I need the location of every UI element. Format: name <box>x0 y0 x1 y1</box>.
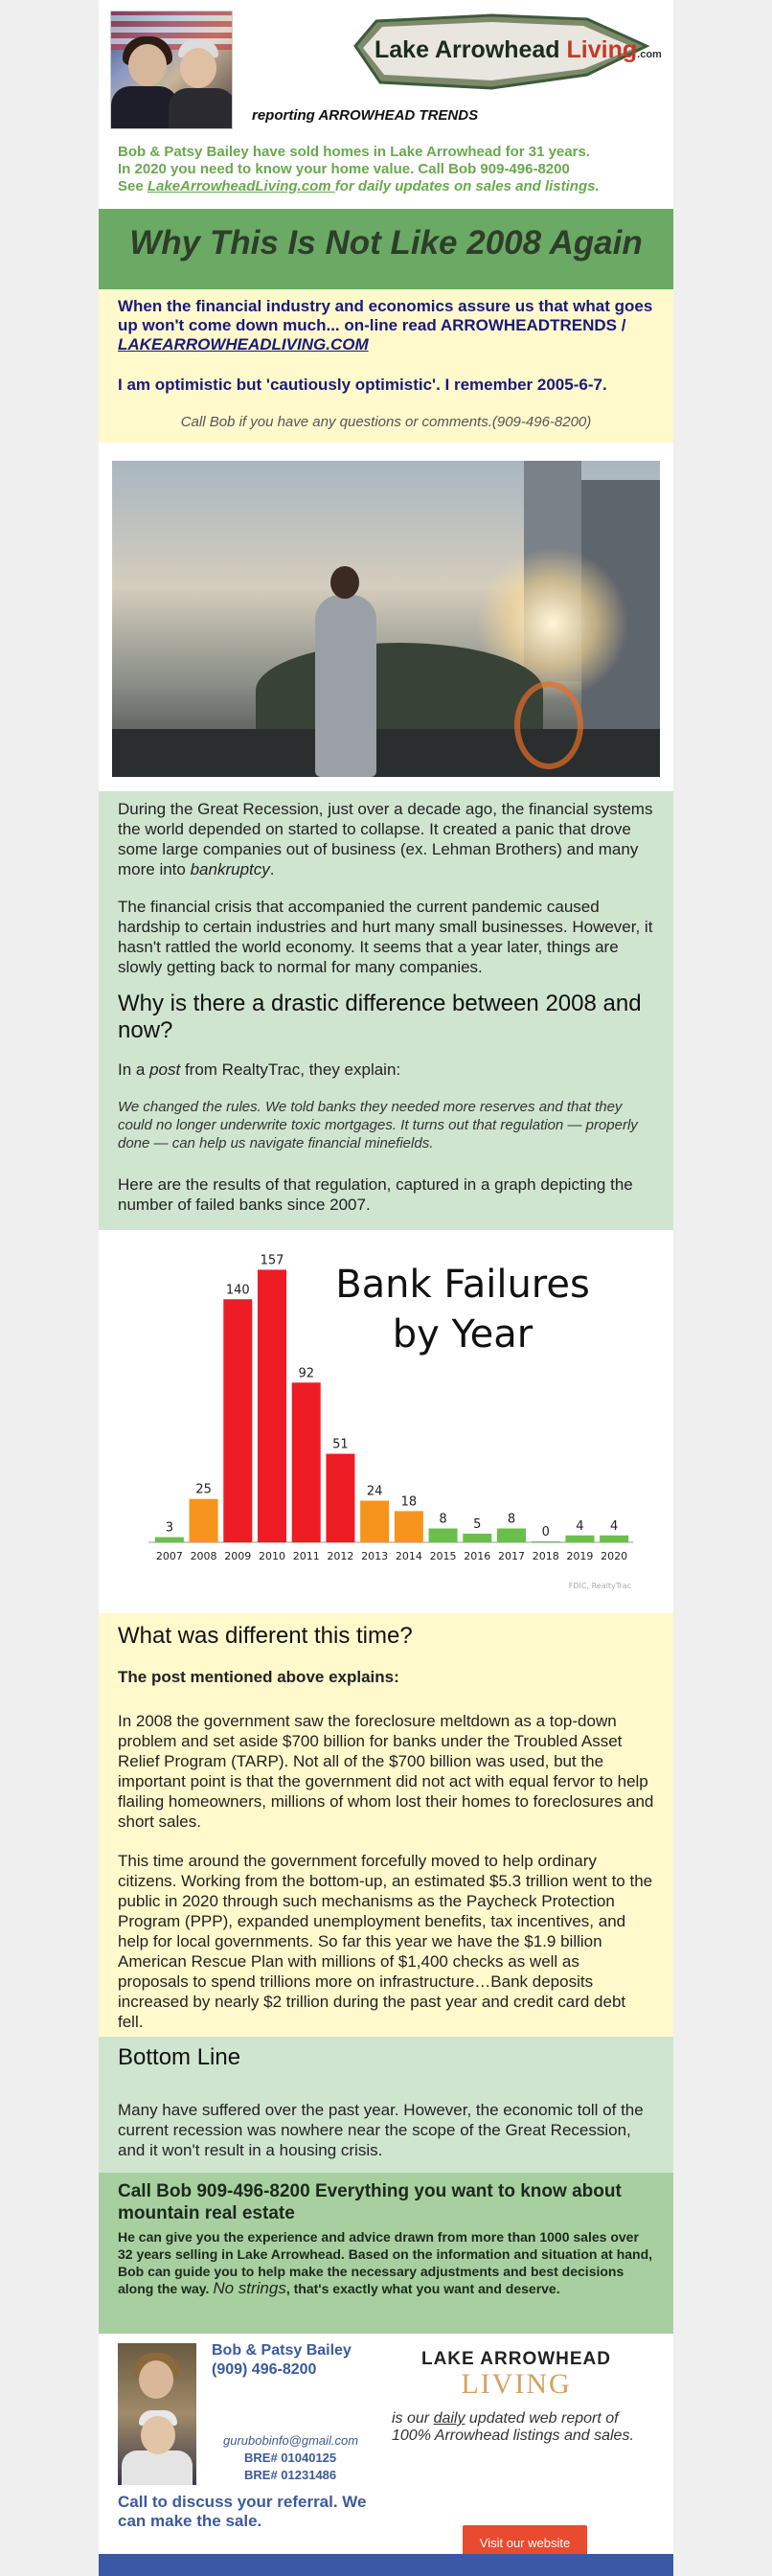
bar-value-label-2010: 157 <box>260 1253 284 1268</box>
different-paragraph-1: In 2008 the government saw the foreclosure meltdown as a top-down problem and set aside $700 billion for banks under the Troubled Asset Relief Program (TARP). Not all of the $700 billion was used, but the important point is that the government did not act with equal fervor to help flailing homeowners, millions of whom lost their homes to foreclosures and short sales. <box>118 1712 654 1831</box>
bar-value-label-2012: 51 <box>332 1437 349 1452</box>
article-section <box>99 791 673 1230</box>
x-tick-label-2013: 2013 <box>361 1550 389 1562</box>
footer-description: is our daily updated web report of 100% Arrowhead listings and sales. <box>392 2410 634 2444</box>
bar-2007 <box>155 1538 184 1542</box>
lead-section <box>99 289 673 443</box>
bar-value-label-2014: 18 <box>400 1494 418 1510</box>
bar-2013 <box>360 1501 389 1543</box>
x-tick-label-2010: 2010 <box>259 1550 285 1562</box>
chart-svg <box>99 1230 673 1613</box>
intro-block <box>118 144 654 195</box>
lead-paragraph-2: I am optimistic but 'cautiously optimistic'. I remember 2005-6-7. <box>118 376 607 394</box>
why-heading: Why is there a drastic difference between 2008 and now? <box>118 991 642 1043</box>
lead-website-link[interactable]: LAKEARROWHEADLIVING.COM <box>118 335 369 353</box>
headline-band <box>99 209 673 289</box>
bar-2017 <box>497 1529 526 1543</box>
bar-value-label-2016: 5 <box>473 1516 482 1532</box>
bar-value-label-2017: 8 <box>507 1512 516 1527</box>
different-heading: What was different this time? <box>118 1623 413 1649</box>
quote: We changed the rules. We told banks they needed more reserves and that they could no longer underwrite toxic mortgages. It turns out that regulation — properly done — can help us navigate financial minefields. <box>118 1099 638 1151</box>
headline: Why This Is Not Like 2008 Again <box>129 224 643 262</box>
intro-line-2: In 2020 you need to know your home value. Call Bob 909-496-8200 <box>118 161 570 177</box>
footer-phone[interactable]: (909) 496-8200 <box>212 2361 317 2378</box>
lake-arrowhead-living-logo[interactable] <box>348 8 662 98</box>
logo-text-living: Living <box>566 36 638 63</box>
x-tick-label-2012: 2012 <box>327 1550 354 1562</box>
bar-value-label-2019: 4 <box>576 1518 584 1534</box>
bottom-line-heading: Bottom Line <box>118 2044 241 2070</box>
logo-text-lake-arrowhead: Lake Arrowhead <box>375 36 567 63</box>
x-tick-label-2018: 2018 <box>532 1550 559 1562</box>
bar-value-label-2015: 8 <box>439 1512 447 1527</box>
x-tick-label-2007: 2007 <box>155 1550 183 1562</box>
x-tick-label-2017: 2017 <box>498 1550 525 1562</box>
footer-bottom-bar <box>99 2554 673 2576</box>
bar-value-label-2020: 4 <box>610 1518 619 1534</box>
article-paragraph-4: Here are the results of that regulation, captured in a graph depicting the number of failed banks since 2007. <box>118 1175 633 1214</box>
bar-2018 <box>532 1541 560 1542</box>
footer-logo-line-1: LAKE ARROWHEAD <box>420 2349 611 2369</box>
different-subheading: The post mentioned above explains: <box>118 1668 399 1686</box>
intro-line-3: See LakeArrowheadLiving.com for daily updates on sales and listings. <box>118 178 600 194</box>
x-tick-label-2016: 2016 <box>464 1550 491 1562</box>
lead-call-line: Call Bob if you have any questions or comments.(909-496-8200) <box>180 414 592 430</box>
bar-value-label-2009: 140 <box>225 1283 250 1298</box>
footer-email[interactable]: gurubobinfo@gmail.com <box>223 2433 359 2448</box>
article-paragraph-3: In a post from RealtyTrac, they explain: <box>118 1060 401 1079</box>
bottom-line-section <box>99 2037 673 2173</box>
bar-value-label-2007: 3 <box>165 1520 173 1536</box>
footer <box>99 2334 673 2554</box>
x-tick-label-2020: 2020 <box>601 1550 628 1562</box>
x-tick-label-2014: 2014 <box>395 1550 422 1562</box>
bar-2010 <box>258 1269 286 1542</box>
footer-logo-line-2: LIVING <box>461 2368 572 2400</box>
chart-title-line-1: Bank Failures <box>335 1263 590 1307</box>
x-tick-label-2019: 2019 <box>566 1550 594 1562</box>
bar-2015 <box>429 1529 458 1543</box>
x-tick-label-2008: 2008 <box>190 1550 217 1562</box>
visit-website-button[interactable]: Visit our website <box>463 2525 587 2560</box>
chart-source: FDIC, RealtyTrac <box>568 1582 631 1590</box>
hero-image <box>112 461 660 777</box>
different-section <box>99 1613 673 2037</box>
article-paragraph-1: During the Great Recession, just over a decade ago, the financial systems the world depended on started to collapse. It created a panic that drove some large companies out of business (ex. Lehman Brothers) and many more into bankruptcy. <box>118 800 653 878</box>
footer-bre-2: BRE# 01231486 <box>244 2468 337 2482</box>
different-paragraph-2: This time around the government forcefully moved to help ordinary citizens. Working from the bottom-up, an estimated $5.3 trillion went to the public in 2020 through such mechanisms as the Paycheck Protection Program (PPP), expanded unemployment benefits, tax incentives, and help for local governments. So far this year we have the $1.9 billion American Rescue Plan with millions of $1,400 checks as well as proposals to spend trillions more on infrastructure…Bank deposits increased by nearly $2 trillion during the past year and credit card debt fell. <box>118 1852 653 2031</box>
bar-2011 <box>292 1382 321 1542</box>
cta-paragraph: He can give you the experience and advice drawn from more than 1000 sales over 32 years selling in Lake Arrowhead. Based on the information and situation at hand, Bob can guide you to help make the necessary adjustments and best decisions along the way. No strings, that's exactly what you want and deserve. <box>118 2229 653 2297</box>
footer-couple-photo <box>118 2343 196 2485</box>
bottom-line-paragraph: Many have suffered over the past year. However, the economic toll of the current recession was nowhere near the scope of the Great Recession, and it won't result in a housing crisis. <box>118 2101 644 2159</box>
bar-2009 <box>223 1299 252 1542</box>
couple-photo <box>110 11 233 129</box>
x-tick-label-2009: 2009 <box>224 1550 252 1562</box>
tagline: reporting ARROWHEAD TRENDS <box>252 107 479 124</box>
bar-2016 <box>463 1534 491 1542</box>
footer-referral: Call to discuss your referral. We can make the sale. <box>118 2493 367 2530</box>
bar-value-label-2008: 25 <box>195 1482 212 1497</box>
bar-2019 <box>565 1536 594 1542</box>
footer-names: Bob & Patsy Bailey <box>212 2342 352 2359</box>
intro-website-link[interactable]: LakeArrowheadLiving.com <box>147 178 335 194</box>
bank-failures-chart <box>99 1230 673 1613</box>
bar-2020 <box>600 1536 628 1542</box>
chart-title-line-2: by Year <box>392 1312 534 1356</box>
bar-value-label-2011: 92 <box>298 1366 314 1381</box>
bar-2008 <box>190 1499 218 1542</box>
intro-line-1: Bob & Patsy Bailey have sold homes in Lake Arrowhead for 31 years. <box>118 144 590 160</box>
article-paragraph-2: The financial crisis that accompanied the current pandemic caused hardship to certain industries and hurt many small businesses. However, it hasn't rattled the world economy. It seems that a year later, things are slowly getting back to normal for many companies. <box>118 898 653 976</box>
bar-2012 <box>326 1454 354 1542</box>
bar-2014 <box>395 1511 423 1542</box>
x-tick-label-2011: 2011 <box>292 1550 320 1562</box>
call-to-action-section <box>99 2173 673 2334</box>
logo-suffix: .com <box>637 49 662 60</box>
footer-bre-1: BRE# 01040125 <box>244 2451 337 2465</box>
bar-value-label-2018: 0 <box>541 1525 550 1539</box>
lead-paragraph-1: When the financial industry and economics assure us that what goes up won't come down much... on-line read ARROWHEADTRENDS / LAKEARROWHEADLIVING.COM <box>118 297 653 353</box>
x-tick-label-2015: 2015 <box>429 1550 457 1562</box>
bar-value-label-2013: 24 <box>366 1484 383 1499</box>
cta-heading: Call Bob 909-496-8200 Everything you want to know about mountain real estate <box>118 2181 622 2223</box>
email-container <box>99 0 673 2576</box>
